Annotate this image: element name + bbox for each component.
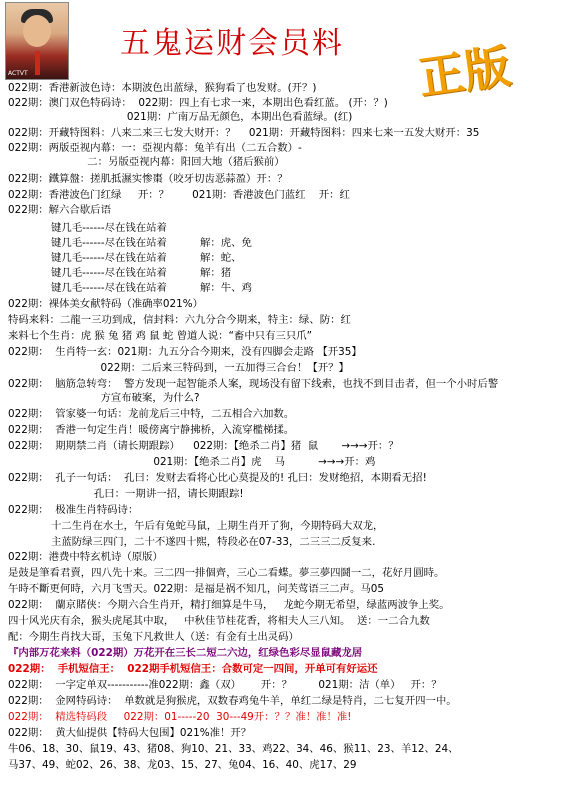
- line-4: 022期：开藏特图料：八来二来三七发大财开：？ 021期：开藏特图料：四来七来一五发大财开：35: [8, 127, 480, 139]
- line-26: 022期： 孔子一句话： 孔曰：发财去看将心比心莫提及的! 孔曰：发财绝招，本期看无招!: [8, 472, 427, 484]
- portrait-tie: [35, 51, 40, 75]
- line-5: 022期：两版亞视内幕：一：亞视内幕：兔羊有出（二五合数）-: [8, 142, 302, 154]
- line-39: 022期： 一字定单双-----------准022期：鑫（双） 开：？ 021期：洁（单） 开：？: [8, 679, 442, 691]
- line-8: 022期：香港波色门红绿 开：？ 021期：香港波色门蓝红 开：红: [8, 189, 350, 201]
- line-23: 022期： 香港一句定生肖！暖傍离宁静拂桥，入流穿檻梯揉。: [8, 424, 295, 436]
- line-6: 二：另版亞视内幕：阳回大地（猪后猴前）: [8, 156, 285, 168]
- line-24: 022期： 期期禁二肖（请长期跟踪） 022期：【绝杀二肖】猪 鼠 →→→开：？: [8, 440, 399, 452]
- page-title: 五鬼运财会员料: [120, 26, 344, 61]
- line-22: 022期： 管家婆一句话：龙前龙后三中特，二五相合六加数。: [8, 408, 295, 420]
- line-27: 孔曰：一期讲一招，请长期跟踪!: [8, 488, 244, 500]
- line-42: 022期： 黄大仙提供【特码大包围】021%准！开？: [8, 727, 252, 739]
- authentic-stamp: 正版: [415, 38, 514, 106]
- portrait-photo: [5, 2, 69, 80]
- line-19: 022期：二后来三特码到，一五加得三合台！【开？】: [8, 362, 349, 374]
- line-12: 键几毛------尽在钱在站着 解：蛇、: [8, 252, 242, 264]
- line-18: 022期： 生肖特一玄：021期：九五分合今期来，没有四脚会走路 【开35】: [8, 346, 362, 358]
- line-30: 主蓝防绿三四门，二十不遂四十熙，特段必在07-33，二三三二反复来.: [8, 536, 376, 548]
- line-9: 022期：解六合歇后语: [8, 204, 111, 216]
- line-14: 键几毛------尽在钱在站着 解：牛、鸡: [8, 282, 252, 294]
- line-37: 『内部万花来料（022期）万花开在三长二短二六边，红绿色彩尽显鼠藏龙居: [8, 647, 363, 659]
- line-7: 022期：鐵算盤：搓肌抵濕实惨棗（咬牙切齿恶蒜盈）开：？: [8, 173, 288, 185]
- line-17: 来料七个生肖：虎 猴 兔 猪 鸡 鼠 蛇 曾道人说：“畜中只有三只爪”: [8, 330, 313, 342]
- line-10: 键几毛------尽在钱在站着: [8, 222, 167, 234]
- line-44: 马37、49、蛇02、26、38、龙03、15、27、兔04、16、40、虎17、29: [8, 759, 357, 771]
- line-35: 四十风光庆有余，猴头虎尾其中取， 中秋佳节桂花香，将相夫人三八知。 送：一二合九数: [8, 615, 430, 627]
- line-31: 022期：港费中特玄机诗（原版）: [8, 551, 163, 563]
- line-29: 十二生肖在水土，午后有兔蛇马鼠，上期生肖开了狗，今期特码大双龙，: [8, 520, 384, 532]
- line-41: 022期： 精选特码段 022期：01-----20 30---49开：？？准！准！准!: [8, 711, 352, 723]
- line-32: 是鼓是筆看君賣，四八先十来。三二四一排個齊，三心二看蝶。夢三夢四鬪一二，花好月圓時。: [8, 567, 445, 579]
- line-20: 022期： 脑筋急转弯： 警方发现一起智能杀人案，现场没有留下线索，也找不到目击者，但一个小时后警: [8, 378, 499, 390]
- line-2: 022期：澳门双色特码诗： 022期：四上有七求一来，本期出色看红蓝。 (开：？): [8, 97, 388, 109]
- line-38: 022期： 手机短信王： 022期手机短信王：合数可定一四间，开单可有好运还: [8, 663, 378, 675]
- line-33: 午時不斷更何時，六月飞雪天。022期：是福是祸不知几，问芙莺语三二声。马05: [8, 583, 384, 595]
- line-28: 022期： 极准生肖特码诗：: [8, 504, 139, 516]
- line-25: 021期：【绝杀二肖】虎 马 →→→开：鸡: [8, 456, 376, 468]
- line-13: 键几毛------尽在钱在站着 解：猪: [8, 267, 232, 279]
- line-16: 特码来料：二龍一三功到成，信封料：六九分合今期来，特主：绿、防：红: [8, 314, 351, 326]
- line-21: 方宣布破案，为什么?: [8, 392, 200, 404]
- portrait-face: [23, 15, 51, 47]
- line-34: 022期： 蘭京賭侠：今期六合生肖开，精打细算是牛马， 龙蛇今期无希望，绿蓝两波争上奖。: [8, 599, 450, 611]
- line-1: 022期：香港新波色诗：本期波色出蓝绿，猴狗看了也发财。(开？): [8, 82, 317, 94]
- portrait-tag: ACTVT: [8, 70, 28, 77]
- line-15: 022期：裸体美女献特码（准确率021%）: [8, 298, 204, 310]
- line-43: 牛06、18、30、鼠19、43、猪08、狗10、21、33、鸡22、34、46、猴11、23、羊12、24、: [8, 743, 459, 755]
- line-40: 022期： 金网特码诗： 单数就是狗猴虎，双数春鸡兔牛羊，单红二绿是特肖，二七复开四一中。: [8, 695, 457, 707]
- line-3: 021期：广南万品无颜色，本期出色看蓝绿。(红): [8, 111, 353, 123]
- line-36: 配：今期生肖找大哥，玉兔下凡救世人（送：有金有土出灵码）: [8, 631, 299, 643]
- line-11: 键几毛------尽在钱在站着 解：虎、免: [8, 237, 252, 249]
